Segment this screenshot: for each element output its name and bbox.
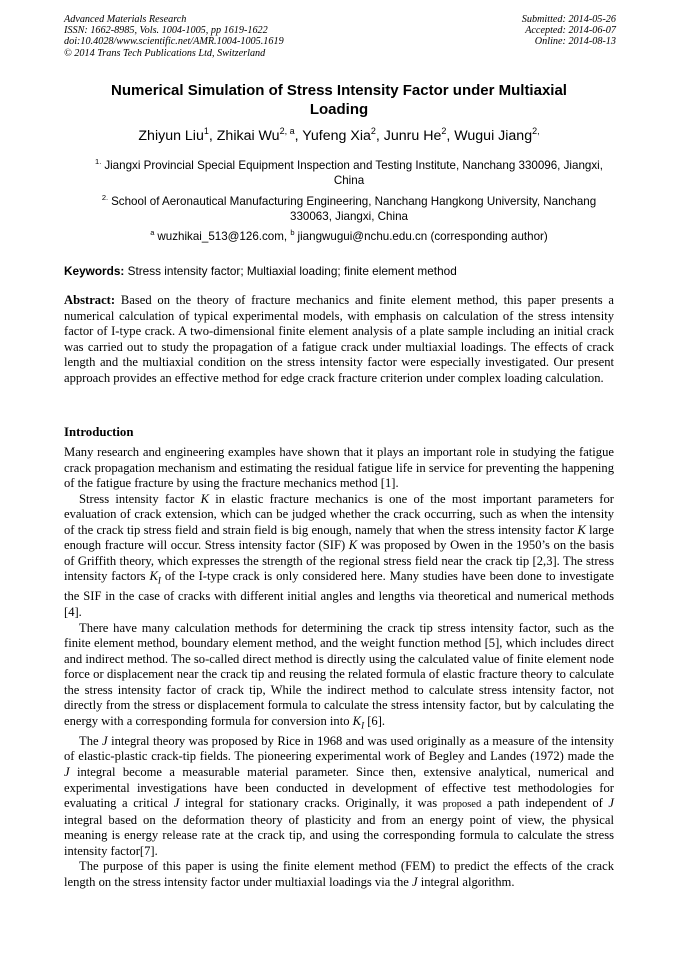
abstract-text: Based on the theory of fracture mechanics and finite element method, this paper presents a numerical calculation of typical experimental models, with emphasis on calculation of the stress intensity factor of I-type crack. A two-dimensional finite element analysis of a plate sample including an initial crack was carried out to study the propagation of a fatigue crack under multiaxial loadings. The effects of crack length and the multiaxial condition on the stress intensity factor were especially investigated. Our present approach provides an effective method for edge crack fracture criterion under complex loading calculation. [64, 293, 614, 385]
affiliation-2 [80, 194, 618, 224]
abstract-label: Abstract: [64, 293, 116, 307]
paragraph-text: Many research and engineering examples have shown that it plays an important role in studying the fatigue crack propagation mechanism and estimating the residual fatigue life in service for preventing the happening of the fatigue fracture by using the fracture mechanics method [1]. [64, 445, 614, 491]
text-run: Stress intensity factor [79, 491, 201, 506]
symbol-j: J [64, 764, 70, 779]
email-sup-b: b [290, 228, 295, 237]
symbol-k: K [348, 538, 358, 553]
affiliation-sup: 1. [95, 157, 102, 166]
text-run: was proposed by Owen in the 1950’s on the basis of Griffith theory, which expresses the strength of the regional stress field near the crack tip [2,3]. The stress intensity factors [64, 538, 614, 584]
text-run: [6]. [364, 713, 386, 728]
text-run: integral become a measurable material parameter. Since then, extensive analytical, numerical and experimental investigations have been conducted in development of effective test methodologies for evaluating a critical [64, 764, 614, 811]
affiliation-1 [80, 158, 618, 188]
date-submitted: Submitted: 2014-05-26 [521, 14, 616, 25]
affiliation-sup: 2. [101, 193, 109, 202]
author-name: Wugui Jiang [454, 128, 533, 144]
date-online: Online: 2014-08-13 [534, 36, 616, 48]
author-sup: 1 [203, 126, 209, 136]
paragraph [64, 734, 614, 859]
author-separator: , [294, 128, 303, 144]
paragraph [64, 492, 614, 621]
symbol-k: K [200, 491, 209, 506]
section-heading-introduction: Introduction [64, 425, 134, 439]
paragraph [64, 621, 614, 734]
abstract [64, 293, 614, 386]
text-run: integral algorithm. [417, 874, 515, 889]
symbol-k: K [577, 522, 586, 537]
symbol-j: J [412, 874, 418, 889]
author-name: Zhikai Wu [216, 128, 280, 144]
journal-doi: doi:10.4028/www.scientific.net/AMR.1004-1005.1619 [64, 36, 284, 48]
text-run: in elastic fracture mechanics is one of the most important parameters for evaluation of crack extension, which can be judged whether the crack occurring, such as when the intensity of the crack tip stress field and strain field is big enough, namely that when the stress intensity factor [64, 491, 614, 537]
email-b: jiangwugui@nchu.edu.cn (corresponding author) [297, 230, 548, 243]
keywords-label: Keywords: [64, 264, 125, 278]
paragraph [64, 445, 614, 492]
keywords-text: Stress intensity factor; Multiaxial loading; finite element method [124, 264, 457, 278]
text-run: integral based on the deformation theory of plasticity and from an energy point of view, the physical meaning is energy release rate at the crack tip, and using the corresponding formula to calculate the stress intensity factor[7]. [64, 812, 614, 858]
symbol-j: J [102, 733, 108, 748]
journal-name: Advanced Materials Research [64, 14, 187, 25]
symbol-subscript: I [157, 575, 161, 586]
author-sup: 2 [370, 126, 376, 136]
author-emails [80, 229, 618, 244]
author-name: Junru He [383, 128, 442, 144]
paper-title: Numerical Simulation of Stress Intensity Factor under Multiaxial Loading [111, 82, 567, 118]
symbol-j: J [608, 796, 614, 811]
text-run-small: proposed [442, 799, 482, 811]
journal-issn: ISSN: 1662-8985, Vols. 1004-1005, pp 1619-1622 [64, 25, 268, 37]
author-name: Zhiyun Liu [138, 128, 204, 144]
symbol-k-i: K [352, 713, 362, 728]
text-run: The [79, 733, 103, 748]
date-accepted: Accepted: 2014-06-07 [525, 25, 616, 37]
author-separator: , [375, 128, 384, 144]
text-run: There have many calculation methods for determining the crack tip stress intensity factor, such as the finite element method, boundary element method, and the weight function method [5], which includes direct and indirect method. The so-called direct method is directly using the calculated value of finite element node force or displacement near the crack tip and reusing the related formula of elastic fracture theory to calculate the stress intensity factor of crack tip, While the indirect method to calculate stress intensity factor, not directly from the stress or displacement formula to calculate the stress intensity factor, but by calculating the energy with a corresponding formula for conversion into [64, 620, 614, 728]
author-sup: 2, [532, 126, 540, 136]
introduction-body [64, 445, 614, 890]
symbol-subscript: I [361, 720, 365, 731]
journal-header [64, 14, 394, 59]
author-separator: , [208, 128, 217, 144]
affiliation-text: Jiangxi Provincial Special Equipment Inspection and Testing Institute, Nanchang 330096, Jiangxi, China [104, 159, 603, 187]
submission-dates [416, 14, 616, 48]
affiliation-text: School of Aeronautical Manufacturing Engineering, Nanchang Hangkong University, Nanchang 330063, Jiangxi, China [111, 195, 597, 223]
text-run: integral for stationary cracks. Originally, it was [179, 796, 443, 811]
text-run: large enough fracture will occur. Stress intensity factor (SIF) [64, 522, 614, 553]
text-run: of the I-type crack is only considered here. Many studies have been done to investigate the SIF in the case of cracks with different initial angles and lengths via theoretical and numerical methods [4]. [64, 569, 614, 619]
email-sup-a: a [150, 228, 155, 237]
email-a: wuzhikai_513@126.com, [157, 230, 291, 243]
text-run: integral theory was proposed by Rice in 1968 and was used originally as a measure of the intensity of elastic-plastic crack-tip fields. The pioneering experimental work of Begley and Landes (1972) made the [64, 733, 614, 764]
author-sup: 2 [441, 126, 447, 136]
author-name: Yufeng Xia [302, 128, 371, 144]
author-separator: , [446, 128, 455, 144]
text-run: The purpose of this paper is using the finite element method (FEM) to predict the effects of the crack length on the stress intensity factor under multiaxial loadings via the [64, 859, 614, 889]
keywords [64, 264, 616, 279]
author-sup: 2, a [279, 126, 295, 136]
symbol-k-i: K [149, 569, 158, 584]
text-run: a path independent of [481, 796, 609, 811]
author-list [60, 128, 618, 145]
paragraph [64, 859, 614, 890]
journal-copyright: © 2014 Trans Tech Publications Ltd, Switzerland [64, 47, 266, 59]
symbol-j: J [173, 796, 180, 811]
